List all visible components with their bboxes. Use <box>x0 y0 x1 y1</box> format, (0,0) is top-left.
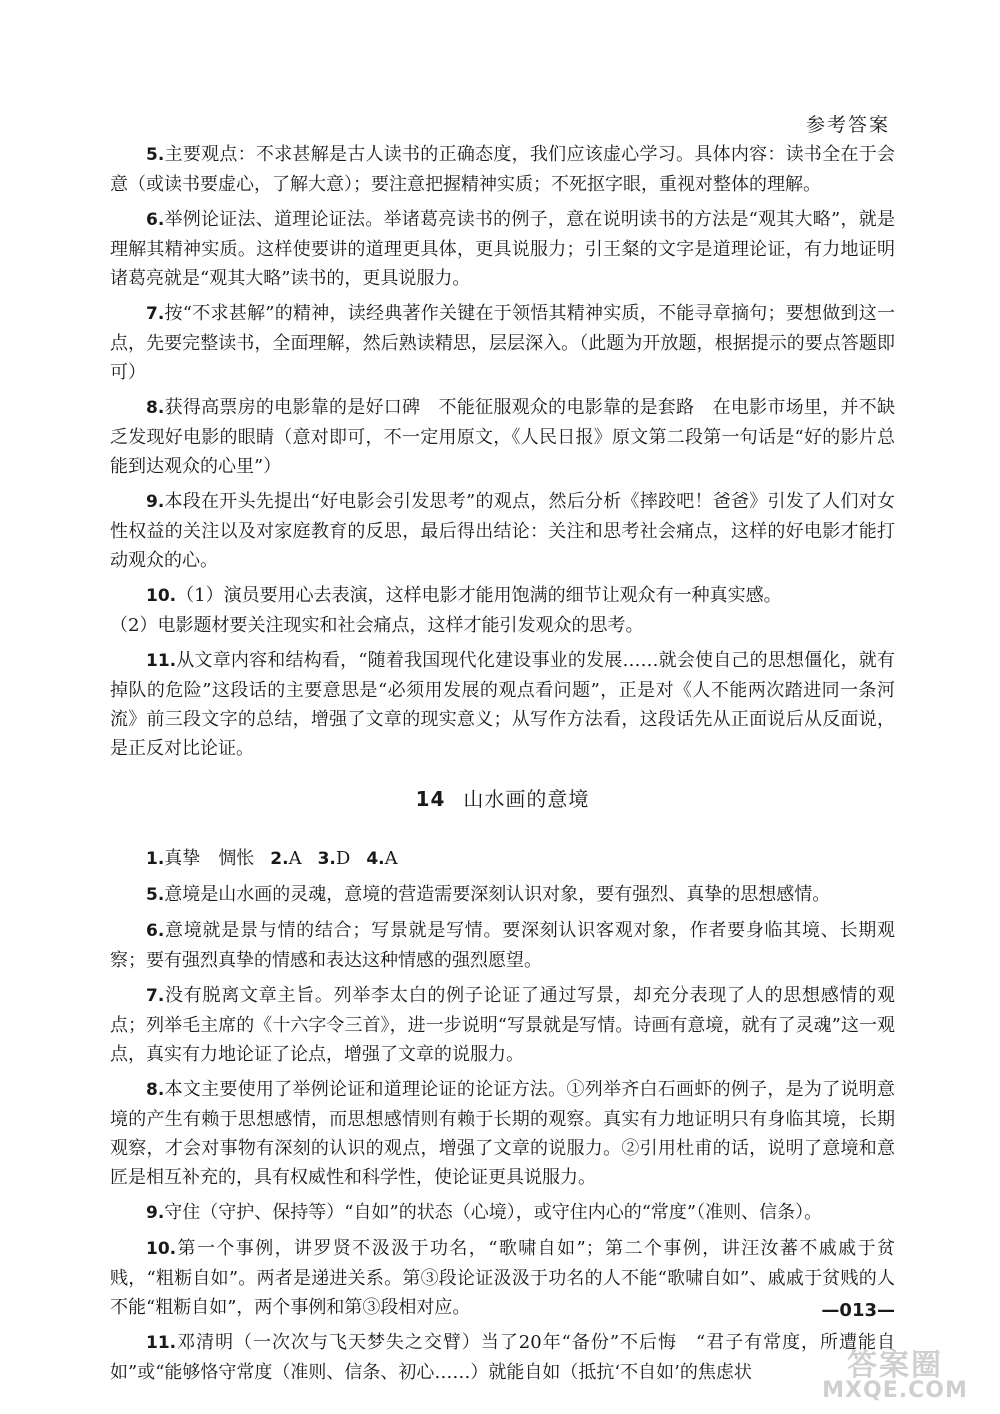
answer-number: 2. <box>270 849 289 869</box>
answer-item <box>110 611 895 640</box>
answer-text: 举例论证法、道理论证法。举诸葛亮读书的例子，意在说明读书的方法是“观其大略”，就是理解其精神实质。这样使要讲的道理更具体，更具说服力；引王粲的文字是道理论证，有力地证明诸葛亮就是“观其大略”读书的，更具说服力。 <box>110 209 895 289</box>
answer-text: 守住（守护、保持等）“自如”的状态（心境），或守住内心的“常度”（准则、信条）。 <box>164 1202 823 1223</box>
answer-text: 主要观点：不求甚解是古人读书的正确态度，我们应该虚心学习。具体内容：读书全在于会意（或读书要虚心，了解大意）；要注意把握精神实质；不死抠字眼，重视对整体的理解。 <box>110 144 895 195</box>
answer-item <box>110 1328 895 1387</box>
answer-item <box>110 1198 895 1228</box>
answer-number: 7. <box>146 986 165 1006</box>
header-title: 参考答案 <box>805 114 890 136</box>
section-title <box>110 785 895 814</box>
answer-number: 8. <box>146 1080 165 1100</box>
answer-content <box>110 140 895 1393</box>
answer-number: 9. <box>146 492 165 512</box>
answer-text: 真挚 惆怅 <box>164 848 255 869</box>
answer-item <box>110 1075 895 1192</box>
answer-item <box>110 916 895 975</box>
answer-text: 从文章内容和结构看，“随着我国现代化建设事业的发展……就会使自己的思想僵化，就有掉队的危险”这段话的主要意思是“必须用发展的观点看问题”，正是对《人不能两次踏进同一条河流》前三段文字的总结，增强了文章的现实意义；从写作方法看，这段话先从正面说后从反面说，是正反对比论证。 <box>110 650 895 759</box>
answer-number: 10. <box>146 586 177 606</box>
watermark-logo <box>800 1340 990 1410</box>
answer-item <box>110 880 895 910</box>
answer-number: 8. <box>146 398 165 418</box>
answer-item <box>110 844 895 874</box>
answer-text: 本段在开头先提出“好电影会引发思考”的观点，然后分析《摔跤吧！爸爸》引发了人们对女性权益的关注以及对家庭教育的反思，最后得出结论：关注和思考社会痛点，这样的好电影才能打动观众的心。 <box>110 491 895 571</box>
answer-number: 4. <box>366 849 385 869</box>
answer-text: 邓清明（一次次与飞天梦失之交臂）当了20年“备份”不后悔 “君子有常度，所遭能自如”或“能够恪守常度（准则、信条、初心……）就能自如（抵抗‘不自如’的焦虑状 <box>110 1332 895 1383</box>
answer-text: 没有脱离文章主旨。列举李太白的例子论证了通过写景，却充分表现了人的思想感情的观点；列举毛主席的《十六字令三首》，进一步说明“写景就是写情。诗画有意境，就有了灵魂”这一观点，真实有力地论证了论点，增强了文章的说服力。 <box>110 985 895 1065</box>
answer-number: 5. <box>146 885 165 905</box>
answer-item <box>110 487 895 575</box>
answer-number: 6. <box>146 210 165 230</box>
answer-number: 11. <box>146 1333 177 1353</box>
answer-number: 10. <box>146 1239 177 1259</box>
section-title-text: 山水画的意境 <box>463 787 590 811</box>
answer-text: D <box>335 848 351 869</box>
answer-text: （1）演员要用心去表演，这样电影才能用饱满的细节让观众有一种真实感。 <box>176 585 782 606</box>
answer-text: 本文主要使用了举例论证和道理论证的论证方法。①列举齐白石画虾的例子，是为了说明意境的产生有赖于思想感情，而思想感情则有赖于长期的观察。真实有力地证明只有身临其境，长期观察，才会对事物有深刻的认识的观点，增强了文章的说服力。②引用杜甫的话，说明了意境和意匠是相互补充的，具有权威性和科学性，使论证更具说服力。 <box>110 1079 895 1188</box>
watermark-line2: MXQE.COM <box>822 1378 968 1403</box>
answer-item <box>110 393 895 481</box>
answer-text: A <box>288 848 302 869</box>
answer-number: 5. <box>146 145 165 165</box>
answer-text: 第一个事例，讲罗贤不汲汲于功名，“歌啸自如”；第二个事例，讲汪汝蕃不戚戚于贫贱，“粗粝自如”。两者是递进关系。第③段论证汲汲于功名的人不能“歌啸自如”、戚戚于贫贱的人不能“粗粝自如”，两个事例和第③段相对应。 <box>110 1238 895 1318</box>
watermark-line1: 答案圈 <box>847 1348 943 1383</box>
answer-item <box>110 1234 895 1322</box>
page-number: —013— <box>821 1300 895 1321</box>
answer-number: 11. <box>146 651 177 671</box>
answer-number: 7. <box>146 304 165 324</box>
answer-text: 获得高票房的电影靠的是好口碑 不能征服观众的电影靠的是套路 在电影市场里，并不缺乏发现好电影的眼睛（意对即可，不一定用原文，《人民日报》原文第二段第一句话是“好的影片总能到达观众的心里”） <box>110 397 895 477</box>
answer-item <box>110 646 895 763</box>
answer-number: 9. <box>146 1203 165 1223</box>
answer-text: 按“不求甚解”的精神，读经典著作关键在于领悟其精神实质，不能寻章摘句；要想做到这一点，先要完整读书，全面理解，然后熟读精思，层层深入。（此题为开放题，根据提示的要点答题即可） <box>110 303 895 383</box>
answer-number: 6. <box>146 921 165 941</box>
answer-text: （2）电影题材要关注现实和社会痛点，这样才能引发观众的思考。 <box>110 615 644 636</box>
answer-item <box>110 981 895 1069</box>
answer-item <box>110 205 895 293</box>
answer-item <box>110 140 895 199</box>
answer-text: A <box>384 848 398 869</box>
answer-text: 意境是山水画的灵魂，意境的营造需要深刻认识对象，要有强烈、真挚的思想感情。 <box>164 884 831 905</box>
answer-number: 1. <box>146 849 165 869</box>
answer-item <box>110 299 895 387</box>
section-number: 14 <box>415 787 446 811</box>
answer-text: 意境就是景与情的结合；写景就是写情。要深刻认识客观对象，作者要身临其境、长期观察；要有强烈真挚的情感和表达这种情感的强烈愿望。 <box>110 920 895 971</box>
answer-item <box>110 581 895 611</box>
answer-number: 3. <box>317 849 336 869</box>
